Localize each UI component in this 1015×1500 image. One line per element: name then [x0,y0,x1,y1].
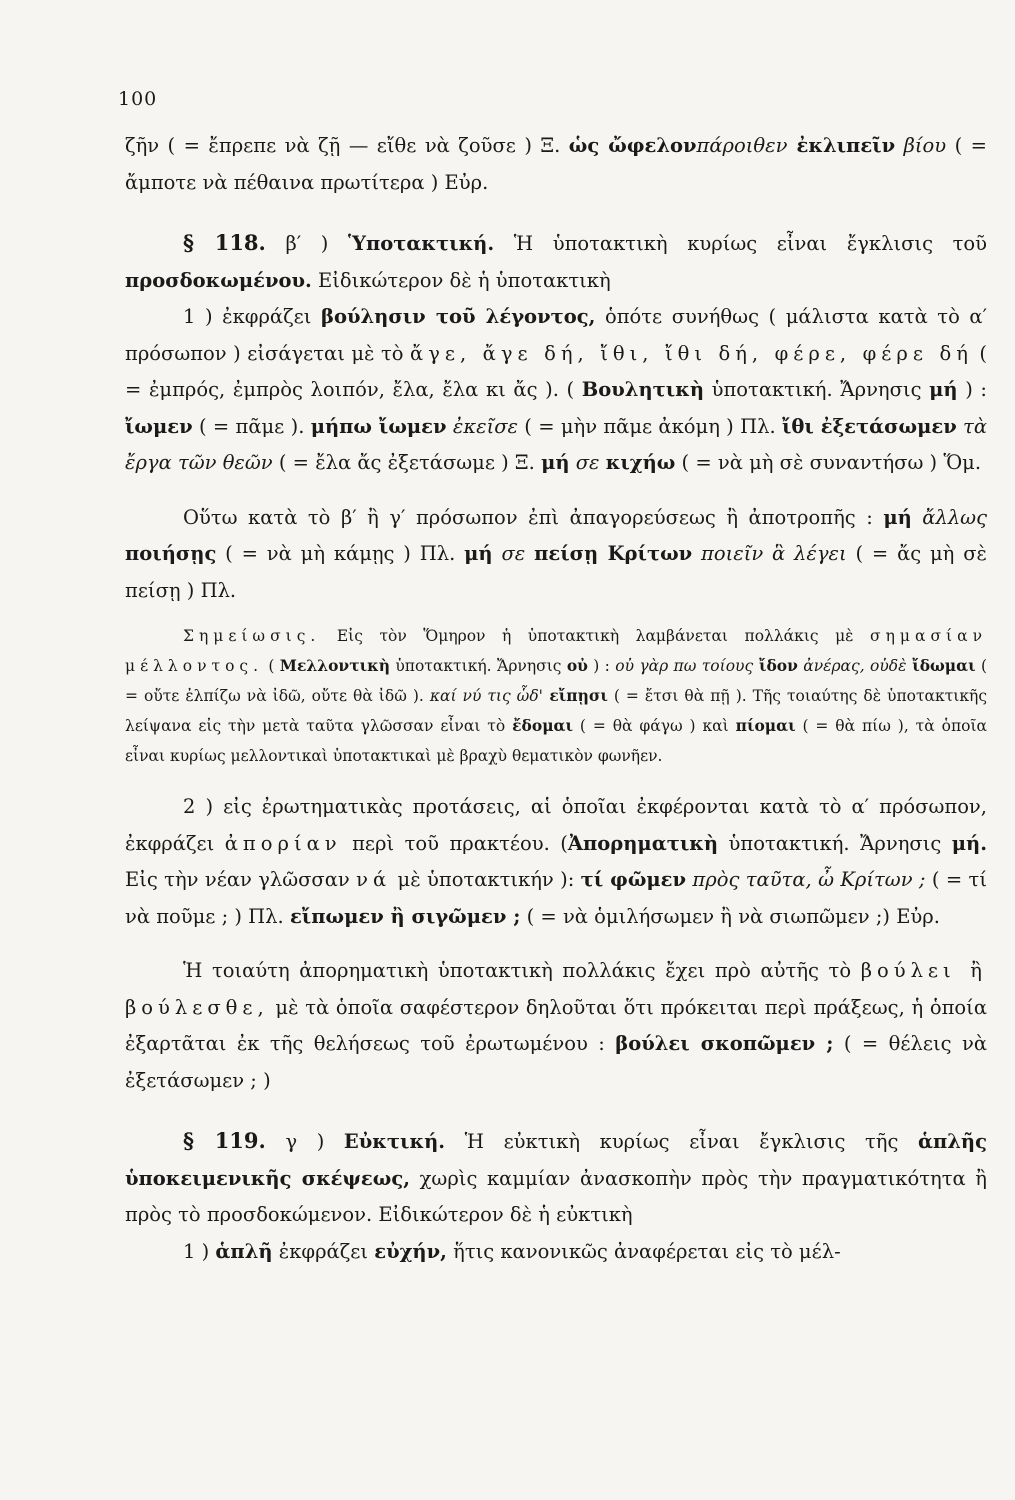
section-number: § 119. [183,1128,266,1153]
paragraph-118-boulei: Ἡ τοιαύτη ἀπορηματικὴ ὑποτακτικὴ πολλάκις ἔχει πρὸ αὐτῆς τὸ βούλει ἢ βούλεσθε, μὲ τὰ ὁποῖα σαφέστερον δηλοῦται ὅτι πρόκειται περὶ πράξεως, ἡ ὁποία ἐξαρτᾶται ἐκ τῆς θελήσεως τοῦ ἐρωτωμένου : βούλει σκοπῶμεν ; ( = θέλεις νὰ ἐξετάσωμεν ; ) [125,959,987,1092]
section-title: Ὑποτακτική. [348,232,495,255]
page-body [125,128,987,1270]
section-119-heading: § 119. γ ) Εὐκτική. Ἡ εὐκτικὴ κυρίως εἶναι ἔγκλισις τῆς ἁπλῆς ὑποκειμενικῆς σκέψεως, χωρὶς καμμίαν ἀνασκοπὴν πρὸς τὴν πραγματικότητα ἢ πρὸς τὸ προσδοκώμενον. Εἰδικώτερον δὲ ἡ εὐκτικὴ [125,1128,987,1226]
paragraph-118-2: 2 ) εἰς ἐρωτηματικὰς προτάσεις, αἱ ὁποῖαι ἐκφέρονται κατὰ τὸ α′ πρόσωπον, ἐκφράζει ἀπορίαν περὶ τοῦ πρακτέου. (Ἀπορηματικὴ ὑποτακτική. Ἄρνησις μή. Εἰς τὴν νέαν γλῶσσαν νά μὲ ὑποτακτικήν ): τί φῶμεν πρὸς ταῦτα, ὦ Κρίτων ; ( = τί νὰ ποῦμε ; ) Πλ. εἴπωμεν ἢ σιγῶμεν ; ( = νὰ ὁμιλήσωμεν ἢ νὰ σιωπῶμεν ;) Εὐρ. [125,795,988,928]
paragraph-118-1: 1 ) ἐκφράζει βούλησιν τοῦ λέγοντος, ὁπότε συνήθως ( μάλιστα κατὰ τὸ α′ πρόσωπον ) εἰσάγεται μὲ τὸ ἄγε, ἄγε δή, ἴθι, ἴθι δή, φέρε, φέρε δή ( = ἐμπρός, ἐμπρὸς λοιπόν, ἔλα, ἔλα κι ἄς ). ( Βουλητικὴ ὑποτακτική. Ἄρνησις μή ) : ἴωμεν ( = πᾶμε ). μήπω ἴωμεν ἐκεῖσε ( = μὴν πᾶμε ἀκόμη ) Πλ. ἴθι ἐξετάσωμεν τὰ ἔργα τῶν θεῶν ( = ἔλα ἄς ἐξετάσωμε ) Ξ. μή σε κιχήω ( = νὰ μὴ σὲ συναντήσω ) Ὅμ. [125,305,988,474]
paragraph-118-prohibition: Οὕτω κατὰ τὸ β′ ἢ γ′ πρόσωπον ἐπὶ ἀπαγορεύσεως ἢ ἀποτροπῆς : μή ἄλλως ποιήσῃς ( = νὰ μὴ κάμῃς ) Πλ. μή σε πείσῃ Κρίτων ποιεῖν ἃ λέγει ( = ἄς μὴ σὲ πείσῃ ) Πλ. [125,505,987,602]
paragraph-119-1: 1 ) ἁπλῆ ἐκφράζει εὐχήν, ἥτις κανονικῶς ἀναφέρεται εἰς τὸ μέλ- [183,1239,841,1263]
paragraph-top: ζῆν ( = ἔπρεπε νὰ ζῇ — εἴθε νὰ ζοῦσε ) Ξ. ὡς ὤφελονπάροιθεν ἐκλιπεῖν βίου ( = ἄμποτε νὰ πέθαινα πρωτίτερα ) Εὐρ. [125,134,987,194]
page-number: 100 [118,88,158,110]
note-paragraph: Σημείωσις. Εἰς τὸν Ὅμηρον ἡ ὑποτακτικὴ λαμβάνεται πολλάκις μὲ σημασίαν μέλλοντος. ( Μελλοντικὴ ὑποτακτική. Ἄρνησις οὐ ) : οὐ γὰρ πω τοίους ἴδον ἀνέρας, οὐδὲ ἴδωμαι ( = οὔτε ἐλπίζω νὰ ἰδῶ, οὔτε θὰ ἰδῶ ). καί νύ τις ὧδ' εἴπῃσι ( = ἔτσι θὰ πῇ ). Τῆς τοιαύτης δὲ ὑποτακτικῆς λείψανα εἰς τὴν μετὰ ταῦτα γλῶσσαν εἶναι τὸ ἔδομαι ( = θὰ φάγω ) καὶ πίομαι ( = θὰ πίω ), τὰ ὁποῖα εἶναι κυρίως μελλοντικαὶ ὑποτακτικαὶ μὲ βραχὺ θεματικὸν φωνῆεν. [125,627,988,765]
section-title: Εὐκτική. [343,1130,446,1153]
section-number: § 118. [183,230,266,255]
section-118-heading: § 118. β′ ) Ὑποτακτική. Ἡ ὑποτακτικὴ κυρίως εἶναι ἔγκλισις τοῦ προσδοκωμένου. Εἰδικώτερον δὲ ἡ ὑποτακτικὴ [125,230,987,292]
